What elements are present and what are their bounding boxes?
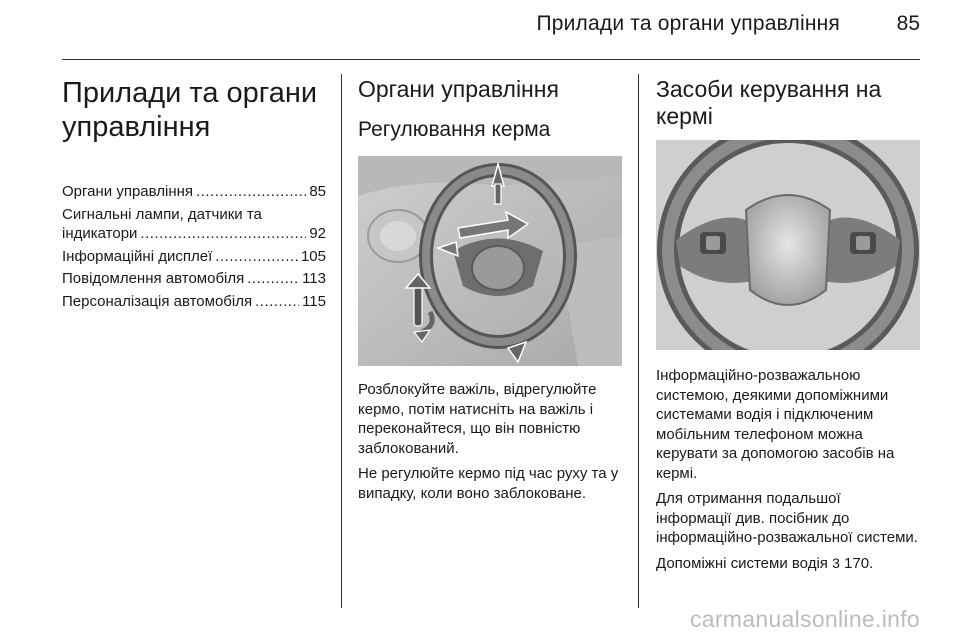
- toc-entry-title: Повідомлення автомобіля: [62, 270, 245, 287]
- toc-leader: [196, 182, 306, 202]
- toc-entry-page: 105: [300, 247, 326, 265]
- section-heading: Засоби керування на кермі: [656, 76, 882, 129]
- column-divider-2: [638, 74, 639, 608]
- chapter-heading: Прилади та органи управління: [62, 77, 318, 143]
- toc-entry-page: 113: [302, 270, 326, 287]
- toc-entry[interactable]: [62, 205, 326, 244]
- steering-wheel-illustration: [656, 140, 920, 350]
- toc-entry-title-line1: Сигнальні лампи, датчики та: [62, 205, 262, 223]
- toc-leader: [140, 224, 306, 244]
- toc-leader: [215, 247, 298, 267]
- toc-entry[interactable]: [62, 269, 326, 289]
- toc-list: [62, 182, 326, 311]
- reference-paragraph: [656, 554, 920, 574]
- toc-entry-page: 85: [309, 183, 326, 200]
- toc-entry-page: 115: [302, 292, 326, 310]
- toc-leader: [255, 292, 299, 312]
- reference-text: Допоміжні системи водія: [656, 554, 828, 572]
- steering-adjustment-figure: [358, 156, 622, 366]
- paragraph: Розблокуйте важіль, відрегулюйте кермо, потім натисніть на важіль і переконайтеся, що він повністю заблокований.: [358, 381, 597, 457]
- paragraph: Для отримання подальшої інформації див. посібник до інформаційно-розважальної системи.: [656, 490, 918, 546]
- reference-arrow-icon[interactable]: 3: [832, 554, 840, 571]
- column-chapter-contents: [62, 76, 326, 314]
- section-heading: Органи управління: [358, 76, 559, 102]
- toc-entry-title: Персоналізація автомобіля: [62, 292, 253, 310]
- page-number: 85: [896, 12, 920, 35]
- steering-wheel-adjust-illustration: [358, 156, 622, 366]
- toc-leader: [247, 269, 299, 289]
- toc-entry[interactable]: [62, 182, 326, 202]
- column-steering-adjustment: [358, 76, 622, 509]
- toc-entry[interactable]: [62, 292, 326, 312]
- column-divider-1: [341, 74, 342, 608]
- reference-page[interactable]: 170.: [844, 554, 874, 572]
- toc-entry-title: Інформаційні дисплеї: [62, 247, 213, 265]
- toc-entry-title: Органи управління: [62, 183, 194, 200]
- toc-entry[interactable]: [62, 247, 326, 267]
- header-rule: [62, 59, 920, 60]
- paragraph: Інформаційно-розважальною системою, деякими допоміжними системами водія і підключеним мобільним телефоном можна керувати за допомогою засобів на кермі.: [656, 367, 895, 482]
- watermark: carmanualsonline.info: [689, 606, 920, 632]
- steering-wheel-controls-figure: [656, 140, 920, 350]
- toc-entry-page: 92: [309, 225, 326, 242]
- subsection-heading: Регулювання керма: [358, 118, 551, 141]
- page-header-title: Прилади та органи управління: [536, 12, 840, 35]
- paragraph: Не регулюйте кермо під час руху та у випадку, коли воно заблоковане.: [358, 465, 619, 502]
- column-steering-controls: [656, 76, 920, 579]
- toc-entry-title-line2: індикатори: [62, 225, 138, 242]
